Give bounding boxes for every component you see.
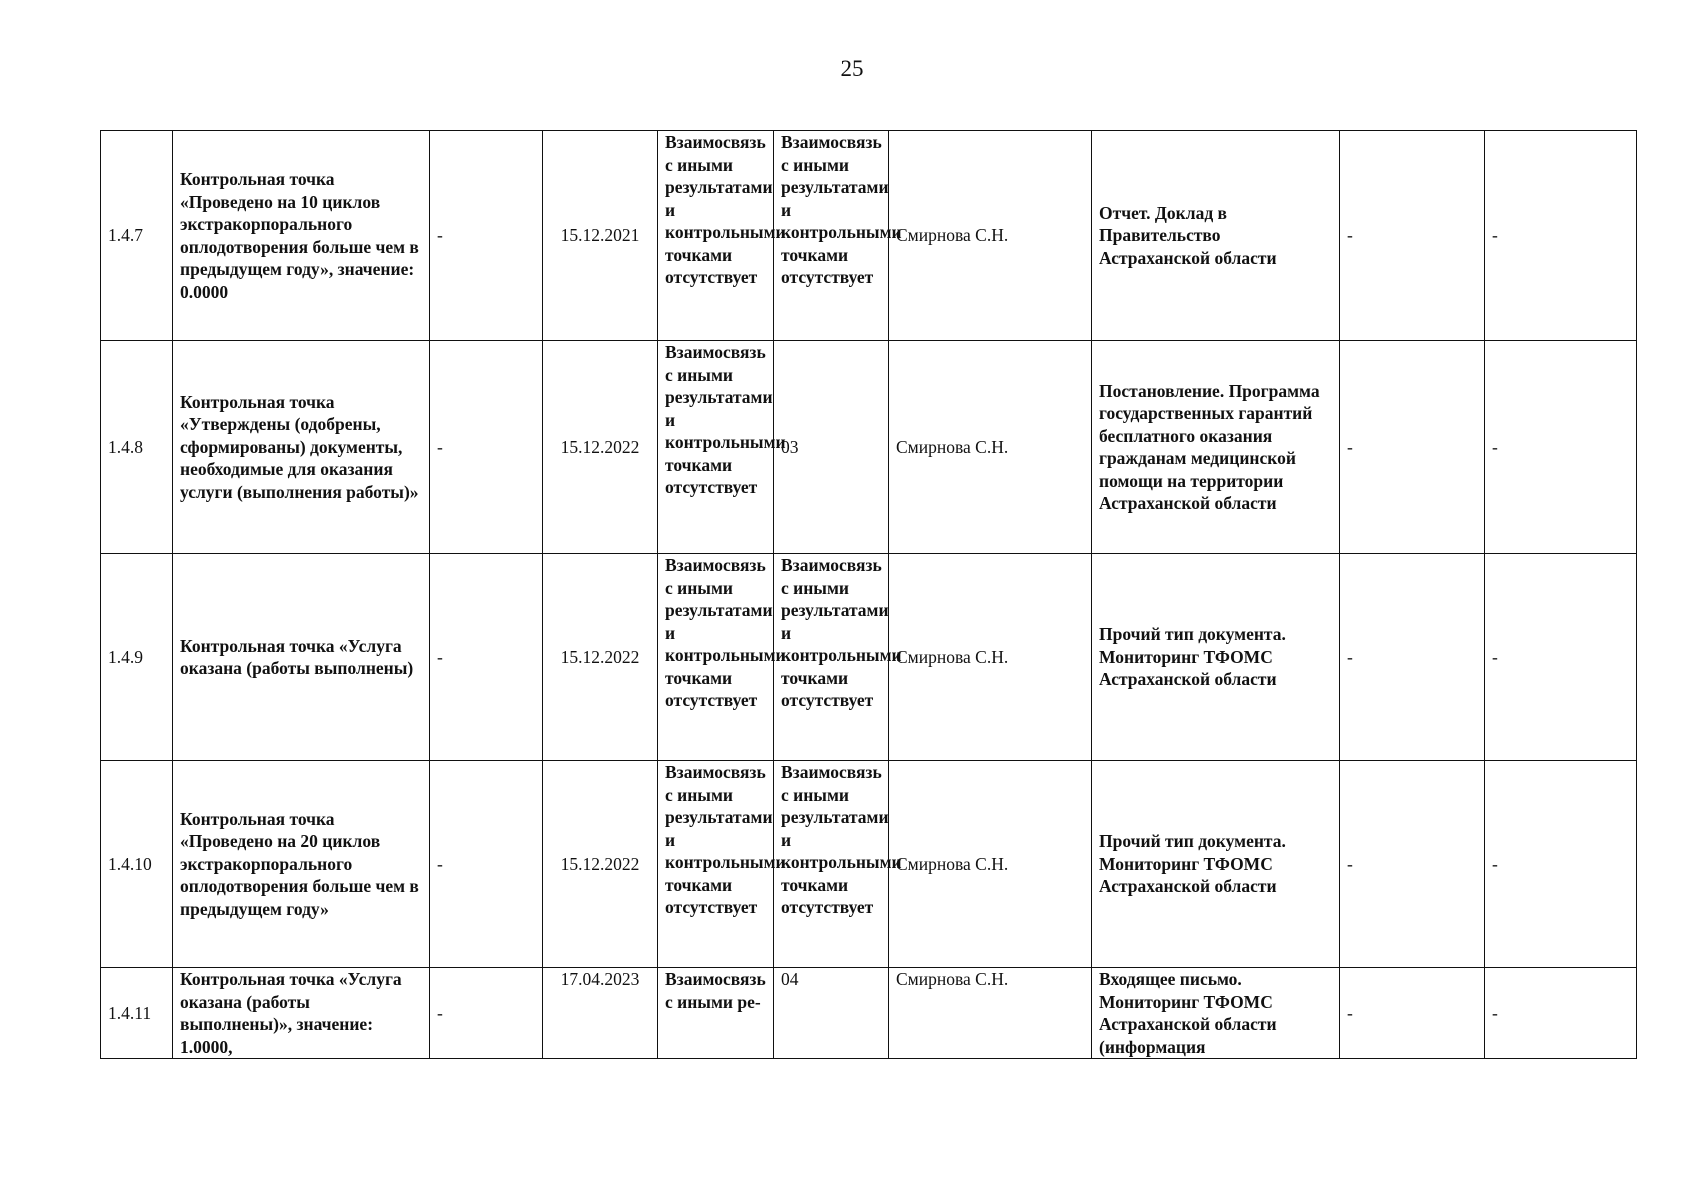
- control-point-name: Контрольная точка «Услуга оказана (работы выполнены)», значение: 1.0000,: [173, 968, 430, 1059]
- column-9-value: -: [1340, 131, 1485, 341]
- column-3-value: -: [430, 968, 543, 1059]
- relation-successors: 03: [774, 341, 889, 554]
- deadline-date: 17.04.2023: [543, 968, 658, 1059]
- responsible-person: Смирнова С.Н.: [889, 341, 1092, 554]
- column-10-value: -: [1485, 341, 1637, 554]
- row-number: 1.4.10: [101, 761, 173, 968]
- responsible-person: Смирнова С.Н.: [889, 761, 1092, 968]
- table-row: [101, 968, 1637, 1059]
- control-point-name: Контрольная точка «Проведено на 20 циклов экстракорпорального оплодотворения больше чем в предыдущем году»: [173, 761, 430, 968]
- row-number: 1.4.7: [101, 131, 173, 341]
- responsible-person: Смирнова С.Н.: [889, 554, 1092, 761]
- relation-successors: Взаимосвязь с иными результатами и контрольными точками отсутствует: [774, 554, 889, 761]
- relation-predecessors: Взаимосвязь с иными ре-: [658, 968, 774, 1059]
- control-points-table: [100, 130, 1637, 1059]
- relation-predecessors: Взаимосвязь с иными результатами и контрольными точками отсутствует: [658, 131, 774, 341]
- column-9-value: -: [1340, 554, 1485, 761]
- table-row: [101, 341, 1637, 554]
- column-3-value: -: [430, 554, 543, 761]
- deadline-date: 15.12.2022: [543, 554, 658, 761]
- confirming-document: Постановление. Программа государственных гарантий бесплатного оказания гражданам медицинской помощи на территории Астраханской области: [1092, 341, 1340, 554]
- control-point-name: Контрольная точка «Проведено на 10 циклов экстракорпорального оплодотворения больше чем в предыдущем году», значение: 0.0000: [173, 131, 430, 341]
- relation-predecessors: Взаимосвязь с иными результатами и контрольными точками отсутствует: [658, 761, 774, 968]
- confirming-document: Прочий тип документа. Мониторинг ТФОМС Астраханской области: [1092, 761, 1340, 968]
- confirming-document: Входящее письмо. Мониторинг ТФОМС Астраханской области (информация: [1092, 968, 1340, 1059]
- deadline-date: 15.12.2022: [543, 341, 658, 554]
- column-9-value: -: [1340, 968, 1485, 1059]
- relation-successors: Взаимосвязь с иными результатами и контрольными точками отсутствует: [774, 761, 889, 968]
- table-row: [101, 131, 1637, 341]
- column-3-value: -: [430, 341, 543, 554]
- control-point-name: Контрольная точка «Утверждены (одобрены, сформированы) документы, необходимые для оказания услуги (выполнения работы)»: [173, 341, 430, 554]
- page-number: 25: [840, 56, 864, 81]
- row-number: 1.4.9: [101, 554, 173, 761]
- relation-predecessors: Взаимосвязь с иными результатами и контрольными точками отсутствует: [658, 341, 774, 554]
- column-10-value: -: [1485, 131, 1637, 341]
- relation-predecessors: Взаимосвязь с иными результатами и контрольными точками отсутствует: [658, 554, 774, 761]
- column-10-value: -: [1485, 761, 1637, 968]
- deadline-date: 15.12.2022: [543, 761, 658, 968]
- confirming-document: Отчет. Доклад в Правительство Астраханской области: [1092, 131, 1340, 341]
- relation-successors: 04: [774, 968, 889, 1059]
- column-10-value: -: [1485, 968, 1637, 1059]
- table-row: [101, 554, 1637, 761]
- column-3-value: -: [430, 131, 543, 341]
- relation-successors: Взаимосвязь с иными результатами и контрольными точками отсутствует: [774, 131, 889, 341]
- column-3-value: -: [430, 761, 543, 968]
- column-10-value: -: [1485, 554, 1637, 761]
- responsible-person: Смирнова С.Н.: [889, 131, 1092, 341]
- control-point-name: Контрольная точка «Услуга оказана (работы выполнены): [173, 554, 430, 761]
- confirming-document: Прочий тип документа. Мониторинг ТФОМС Астраханской области: [1092, 554, 1340, 761]
- row-number: 1.4.8: [101, 341, 173, 554]
- responsible-person: Смирнова С.Н.: [889, 968, 1092, 1059]
- deadline-date: 15.12.2021: [543, 131, 658, 341]
- column-9-value: -: [1340, 341, 1485, 554]
- row-number: 1.4.11: [101, 968, 173, 1059]
- column-9-value: -: [1340, 761, 1485, 968]
- table-row: [101, 761, 1637, 968]
